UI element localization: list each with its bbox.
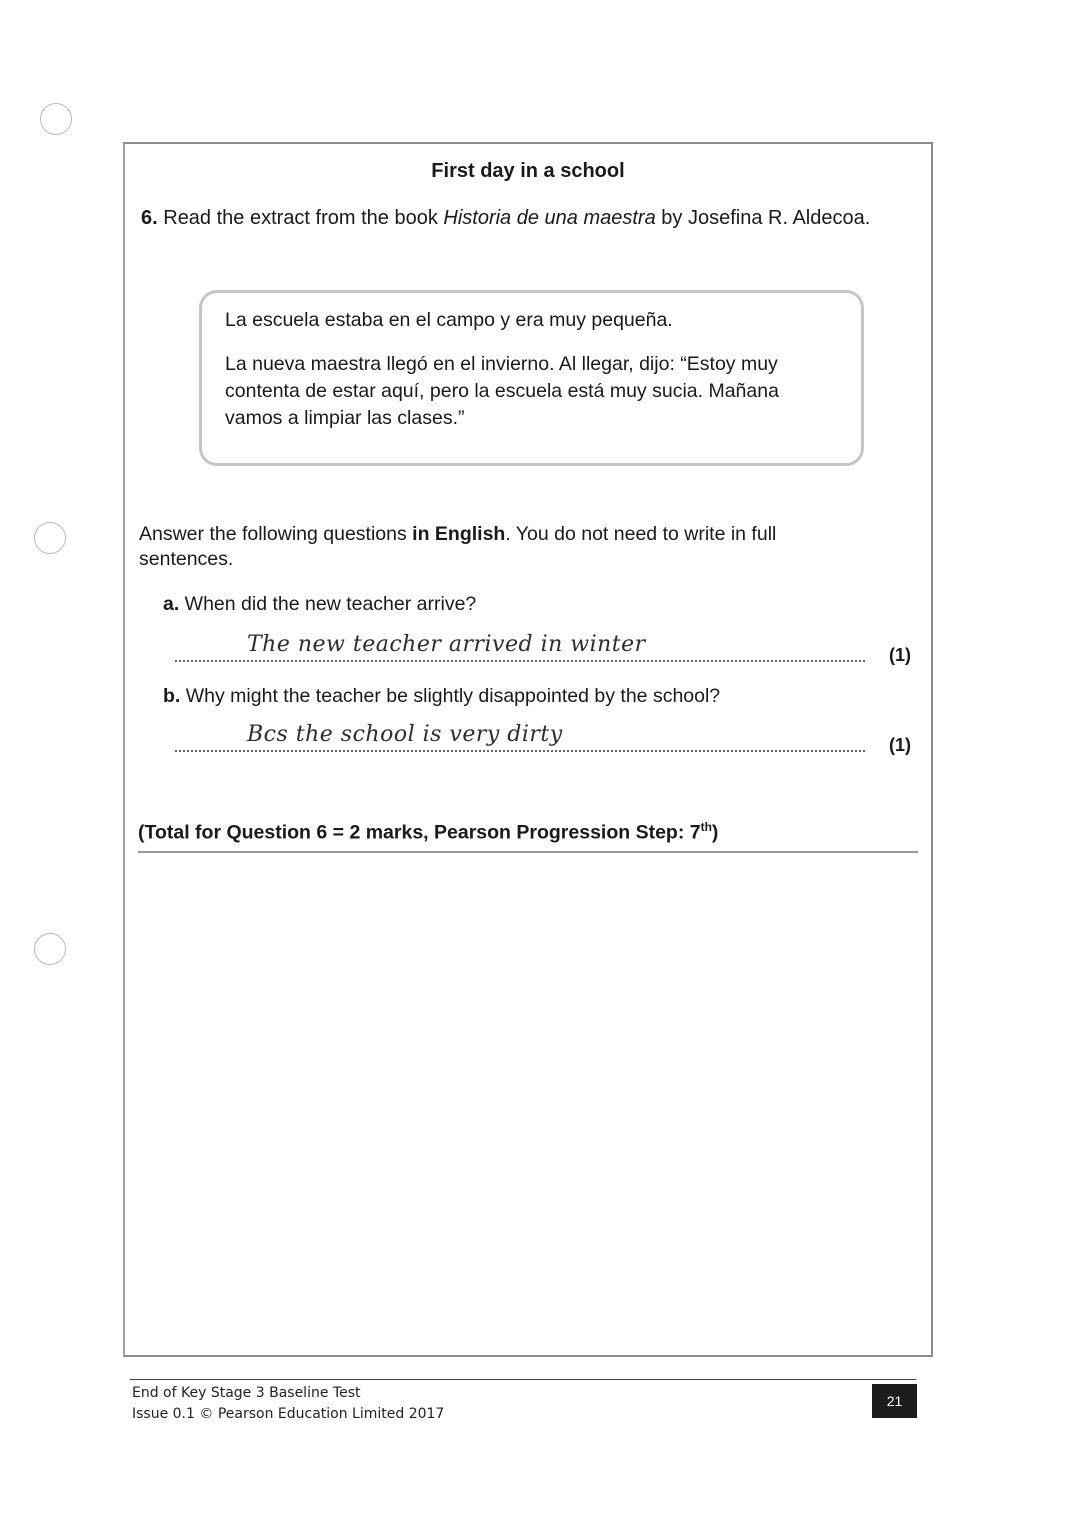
subquestion-b-label: b. [163, 685, 181, 707]
answer-b-handwriting: Bcs the school is very dirty [247, 722, 563, 747]
extract-paragraph: La nueva maestra llegó en el invierno. Al llegar, dijo: “Estoy muy contenta de estar aquí, pero la escuela está muy sucia. Mañana vamos a limpiar las clases.” [225, 353, 779, 429]
question-intro [141, 207, 870, 230]
punch-hole-top [40, 103, 72, 135]
answer-line-a[interactable] [175, 630, 911, 665]
extract-paragraph: La escuela estaba en el campo y era muy pequeña. [225, 309, 673, 331]
question-total [138, 820, 918, 853]
total-text: (Total for Question 6 = 2 marks, Pearson Progression Step: 7 [138, 821, 701, 844]
footer-issue: Issue 0.1 © Pearson Education Limited 2017 [132, 1406, 445, 1422]
extract-box [199, 290, 864, 466]
punch-hole-bottom [34, 933, 66, 965]
question-number: 6. [141, 207, 158, 229]
subquestion-a [163, 593, 476, 616]
footer-rule [130, 1379, 916, 1380]
section-title: First day in a school [431, 160, 625, 182]
question-intro-author: by Josefina R. Aldecoa. [655, 207, 871, 229]
question-frame [123, 142, 933, 1357]
instructions-text: Answer the following questions [139, 523, 413, 545]
marks-b: (1) [885, 735, 911, 756]
total-close: ) [711, 821, 719, 844]
punch-hole-middle [34, 522, 66, 554]
answer-line-b[interactable] [175, 720, 911, 755]
subquestion-a-label: a. [163, 593, 180, 615]
subquestion-a-text: When did the new teacher arrive? [179, 593, 477, 615]
subquestion-b-text: Why might the teacher be slightly disappointed by the school? [180, 685, 721, 707]
instructions-text-end: . You do not need to write in full sentences. [139, 523, 777, 570]
book-title: Historia de una maestra [443, 207, 656, 229]
question-intro-text: Read the extract from the book [157, 207, 444, 229]
page-number: 21 [872, 1384, 917, 1418]
footer-test-name: End of Key Stage 3 Baseline Test [132, 1385, 361, 1401]
answer-a-handwriting: The new teacher arrived in winter [247, 632, 646, 657]
subquestion-b [163, 685, 720, 708]
instructions [139, 522, 849, 572]
marks-a: (1) [885, 645, 911, 666]
total-superscript: th [700, 820, 712, 834]
footer [132, 1383, 444, 1425]
instructions-emphasis: in English [412, 523, 506, 545]
